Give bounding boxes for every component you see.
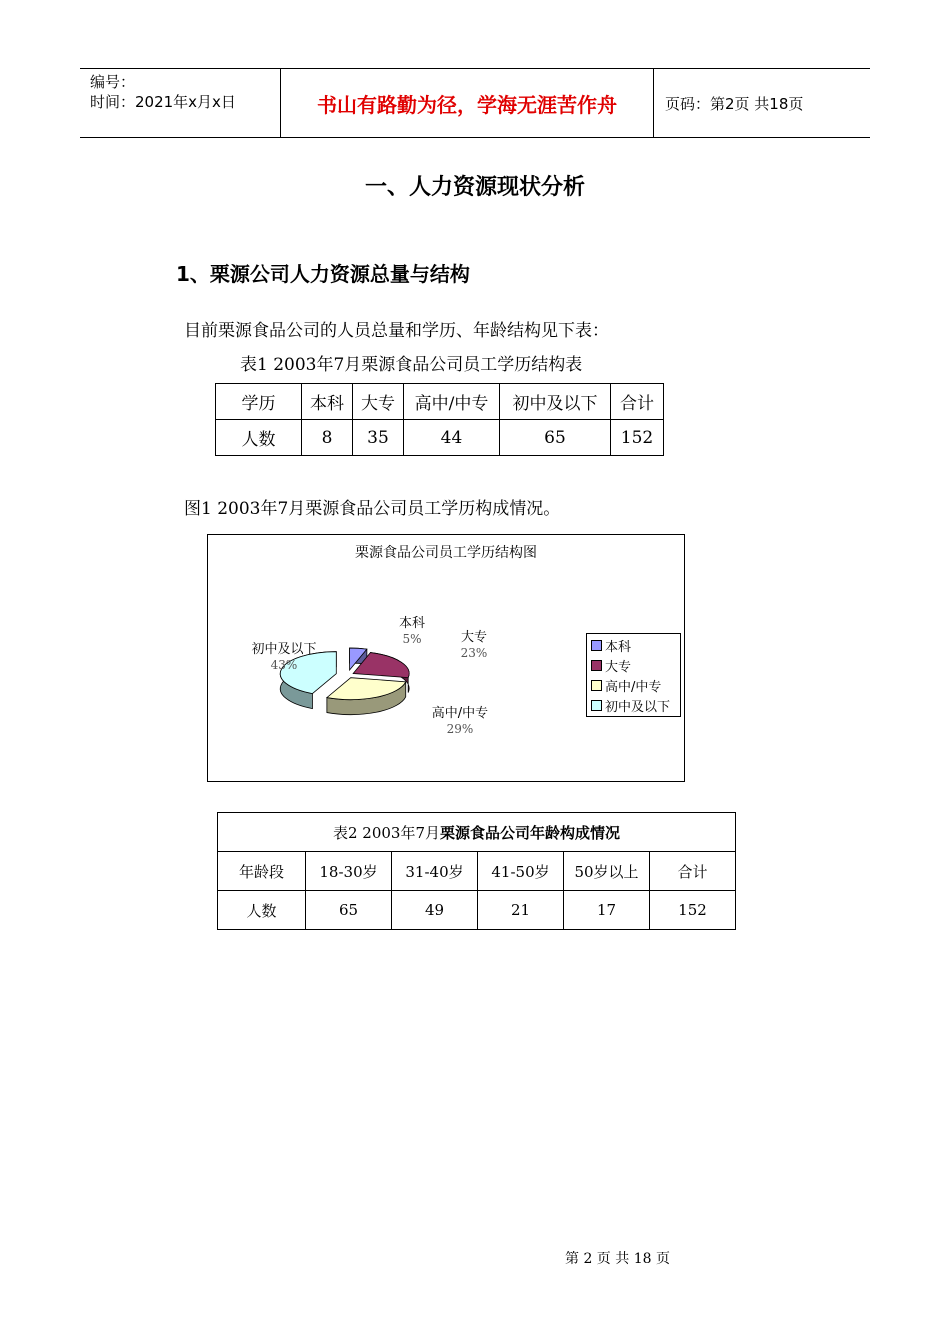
table2-caption-bold: 栗源食品公司年龄构成情况 [440, 823, 621, 842]
table1-caption: 表1 2003年7月栗源食品公司员工学历结构表 [240, 355, 583, 375]
table-cell: 本科 [302, 384, 353, 420]
legend-label: 高中/中专 [605, 679, 662, 695]
table-row [218, 852, 736, 891]
slice-category-label: 本科 [398, 616, 426, 631]
table-row [218, 891, 736, 930]
table-cell: 41-50岁 [478, 852, 564, 891]
table-cell: 合计 [650, 852, 736, 891]
header-meta [80, 69, 280, 137]
slice-percent-label: 23% [460, 646, 488, 660]
legend-item [591, 656, 631, 674]
header-number: 编号： [90, 73, 136, 91]
legend-item [591, 696, 670, 714]
table-cell: 高中/中专 [404, 384, 500, 420]
table-cell: 年龄段 [218, 852, 306, 891]
table-cell: 8 [302, 420, 353, 456]
table-cell: 35 [353, 420, 404, 456]
table-cell: 50岁以上 [564, 852, 650, 891]
subsection-title: 1、栗源公司人力资源总量与结构 [176, 262, 470, 286]
header-time: 时间：2021年x月x日 [90, 93, 236, 111]
education-pie-chart [207, 534, 685, 782]
table2-caption-cell [218, 813, 736, 852]
table-cell: 65 [306, 891, 392, 930]
footer-page-number: 第 2 页 共 18 页 [565, 1251, 670, 1267]
table-cell: 初中及以下 [500, 384, 611, 420]
legend-swatch [591, 700, 602, 711]
table-cell: 18-30岁 [306, 852, 392, 891]
table2-caption-plain: 表2 2003年7月 [332, 823, 440, 842]
table-cell: 31-40岁 [392, 852, 478, 891]
age-table [217, 812, 736, 930]
slice-percent-label: 43% [270, 658, 298, 672]
slice-percent-label: 5% [402, 632, 422, 646]
table-cell: 44 [404, 420, 500, 456]
legend-label: 初中及以下 [605, 699, 671, 715]
legend-label: 本科 [605, 639, 632, 655]
chart-legend [586, 633, 681, 717]
slice-category-label: 高中/中专 [431, 706, 489, 721]
table-row [218, 813, 736, 852]
education-table [215, 383, 664, 456]
legend-swatch [591, 660, 602, 671]
legend-item [591, 676, 661, 694]
table-cell: 人数 [218, 891, 306, 930]
chart-title: 栗源食品公司员工学历结构图 [355, 545, 537, 561]
legend-swatch [591, 680, 602, 691]
legend-item [591, 636, 631, 654]
slice-category-label: 初中及以下 [251, 642, 317, 657]
table-cell: 152 [611, 420, 664, 456]
table-cell: 17 [564, 891, 650, 930]
legend-label: 大专 [605, 659, 632, 675]
table-cell: 49 [392, 891, 478, 930]
table-cell: 学历 [216, 384, 302, 420]
table-row [216, 384, 664, 420]
section-title: 一、人力资源现状分析 [364, 175, 585, 200]
table-cell: 大专 [353, 384, 404, 420]
table-row [216, 420, 664, 456]
header-page-info: 页码：第2页 共18页 [665, 94, 804, 113]
legend-swatch [591, 640, 602, 651]
table-cell: 21 [478, 891, 564, 930]
table-cell: 152 [650, 891, 736, 930]
figure1-caption: 图1 2003年7月栗源食品公司员工学历构成情况。 [184, 499, 561, 519]
page-header [80, 68, 870, 138]
table-cell: 人数 [216, 420, 302, 456]
header-motto: 书山有路勤为径，学海无涯苦作舟 [280, 69, 654, 137]
slice-category-label: 大专 [460, 630, 488, 645]
table-cell: 65 [500, 420, 611, 456]
intro-text: 目前栗源食品公司的人员总量和学历、年龄结构见下表： [184, 321, 609, 341]
table-cell: 合计 [611, 384, 664, 420]
slice-percent-label: 29% [446, 722, 474, 736]
